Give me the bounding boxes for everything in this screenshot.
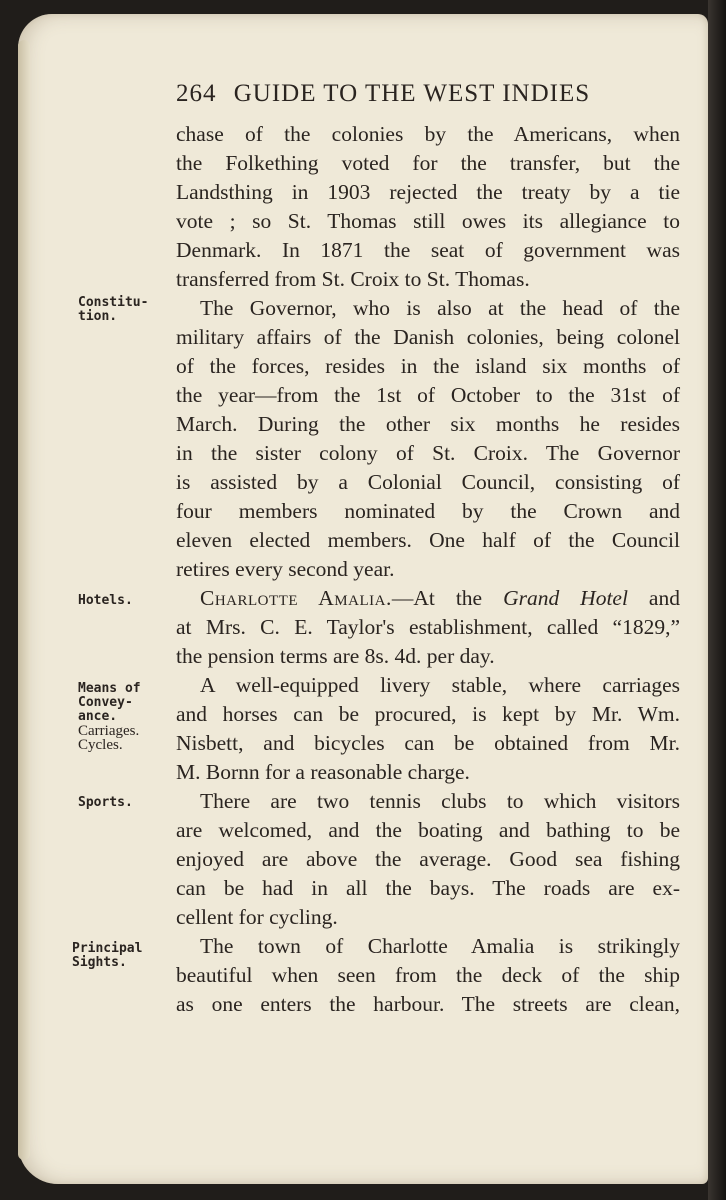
margin-note-line: Principal	[72, 941, 143, 956]
text-line: transferred from St. Croix to St. Thomas.	[176, 267, 530, 291]
text-line: are welcomed, and the boating and bathing to be	[176, 818, 680, 842]
running-title: GUIDE TO THE WEST INDIES	[233, 80, 591, 107]
margin-note-line: ance.	[78, 709, 118, 724]
page-edge	[18, 40, 30, 1160]
text-line: The Governor, who is also at the head of the	[200, 296, 680, 320]
margin-note-line: tion.	[78, 309, 118, 324]
text-line: in the sister colony of St. Croix. The Governor	[176, 441, 680, 465]
margin-note-line: Means of	[78, 681, 141, 696]
text-line: the year—from the 1st of October to the 31st of	[176, 383, 680, 407]
text-line: at Mrs. C. E. Taylor's establishment, called “1829,”	[176, 615, 680, 639]
margin-note-line: Hotels.	[78, 593, 133, 608]
margin-note-sports	[78, 796, 174, 810]
text-line: four members nominated by the Crown and	[176, 499, 680, 523]
text-line: cellent for cycling.	[176, 905, 338, 929]
text-line: retires every second year.	[176, 557, 395, 581]
text-line: and horses can be procured, is kept by Mr. Wm.	[176, 702, 680, 726]
paragraph-2	[176, 294, 680, 584]
text-line: the Folkething voted for the transfer, but the	[176, 151, 680, 175]
text-line: M. Bornn for a reasonable charge.	[176, 760, 470, 784]
margin-note-means	[78, 682, 174, 752]
margin-note-line: Sights.	[72, 955, 127, 970]
text-line: the pension terms are 8s. 4d. per day.	[176, 644, 495, 668]
paragraph-4	[176, 671, 680, 787]
text-line: chase of the colonies by the Americans, when	[176, 122, 680, 146]
text-run: and	[627, 586, 680, 610]
text-line: vote ; so St. Thomas still owes its allegiance to	[176, 209, 680, 233]
text-line: enjoyed are above the average. Good sea fishing	[176, 847, 680, 871]
text-line: There are two tennis clubs to which visitors	[200, 789, 680, 813]
page-number: 264	[176, 80, 217, 107]
margin-note-line: Sports.	[78, 795, 133, 810]
text-line: is assisted by a Colonial Council, consisting of	[176, 470, 680, 494]
text-line: The town of Charlotte Amalia is strikingly	[200, 934, 680, 958]
text-line: Landsthing in 1903 rejected the treaty by a tie	[176, 180, 680, 204]
margin-note-line: Constitu-	[78, 295, 149, 310]
running-header	[176, 80, 646, 108]
margin-note-constitution	[78, 296, 174, 324]
text-line: A well-equipped livery stable, where carriages	[200, 673, 680, 697]
text-line: Nisbett, and bicycles can be obtained from Mr.	[176, 731, 680, 755]
body-text	[176, 120, 680, 1019]
text-run: —At the	[391, 586, 504, 610]
place-heading: Charlotte Amalia.	[200, 586, 392, 610]
text-line: beautiful when seen from the deck of the ship	[176, 963, 680, 987]
text-line: military affairs of the Danish colonies, being colonel	[176, 325, 680, 349]
paragraph-3	[176, 584, 680, 671]
paragraph-5	[176, 787, 680, 932]
margin-note-hotels	[78, 594, 174, 608]
text-line	[176, 584, 680, 613]
margin-note-line: Convey-	[78, 695, 133, 710]
margin-note-sights	[72, 942, 168, 970]
paragraph-6	[176, 932, 680, 1019]
paragraph-1	[176, 120, 680, 294]
text-line: Denmark. In 1871 the seat of government was	[176, 238, 680, 262]
text-line: as one enters the harbour. The streets are clean,	[176, 992, 680, 1016]
text-line: of the forces, resides in the island six months of	[176, 354, 680, 378]
hotel-name: Grand Hotel	[503, 586, 628, 610]
margin-note-carriages: Carriages.	[78, 723, 140, 739]
text-line: March. During the other six months he resides	[176, 412, 680, 436]
binding-shadow	[708, 0, 726, 1200]
text-line: can be had in all the bays. The roads are ex-	[176, 876, 680, 900]
margin-note-cycles: Cycles.	[78, 737, 123, 753]
text-line: eleven elected members. One half of the Council	[176, 528, 680, 552]
